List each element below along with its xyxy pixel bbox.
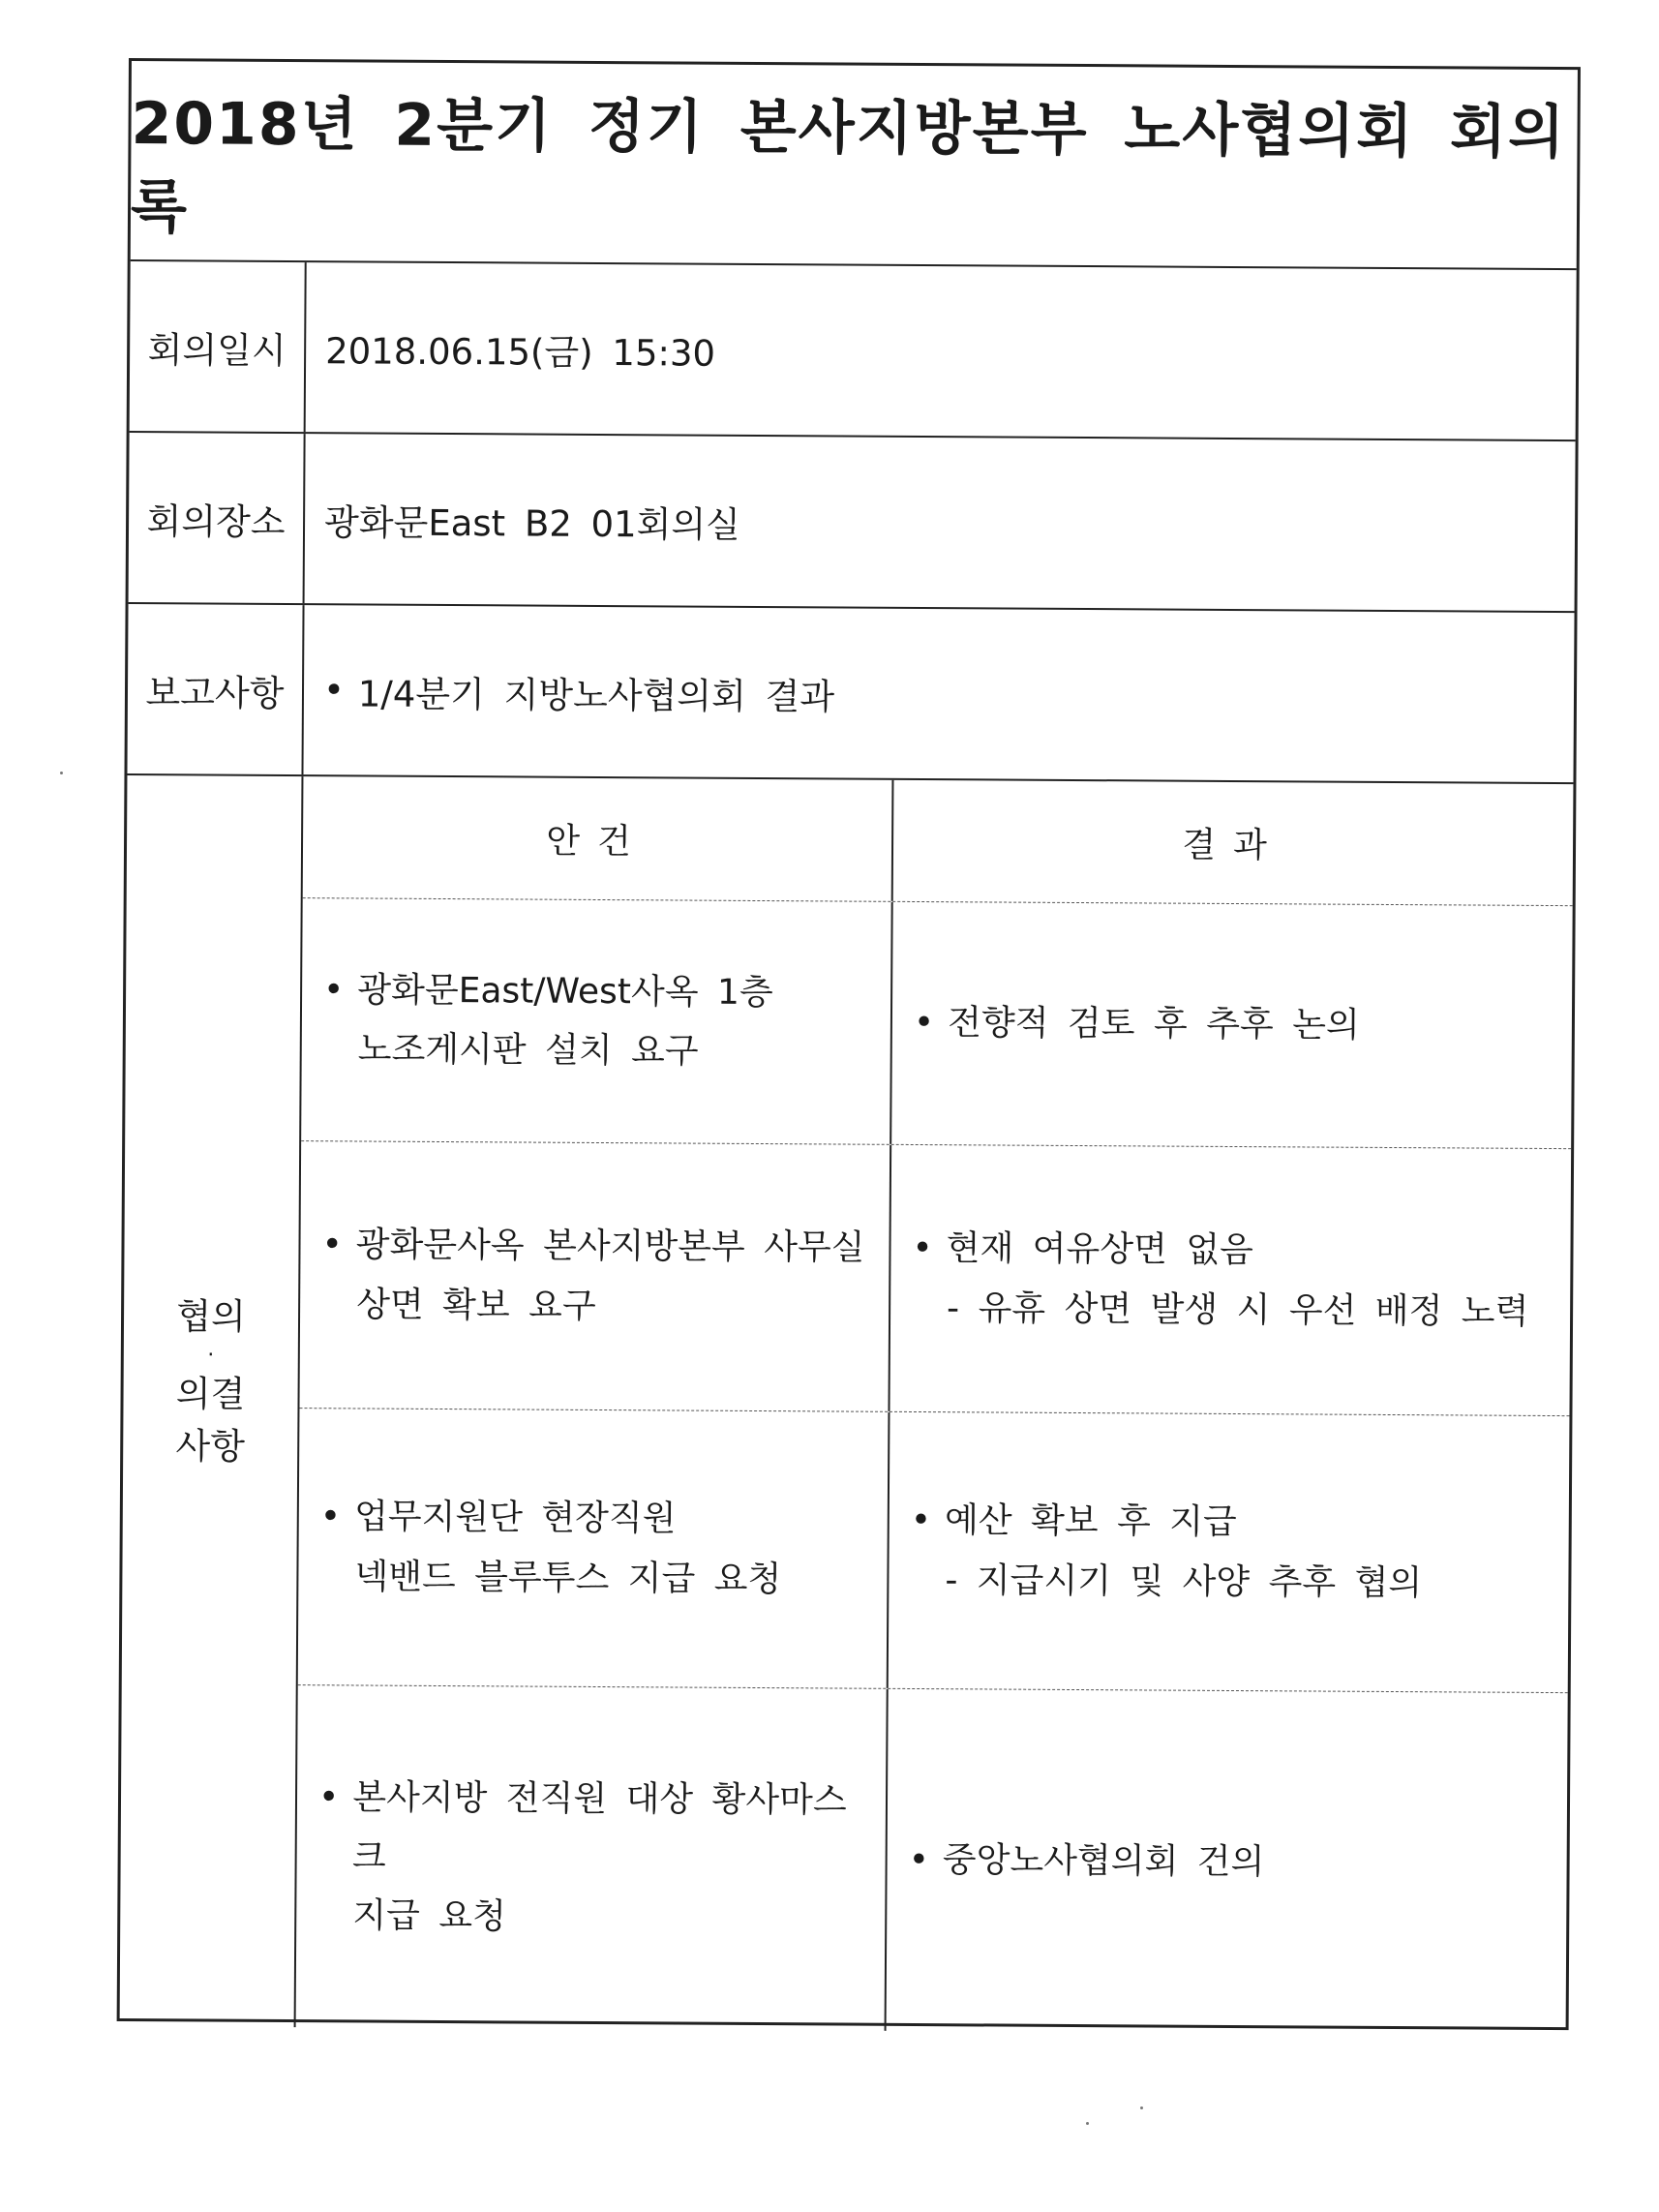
bullet-icon: • xyxy=(317,1776,340,1818)
agenda-text: 본사지방 전직원 대상 황사마스크 xyxy=(351,1777,847,1877)
agenda-cell xyxy=(301,898,893,1144)
agenda-text-cont: 넥밴드 블루투스 지급 요청 xyxy=(354,1556,782,1599)
agenda-label xyxy=(120,775,304,2027)
bullet-icon: • xyxy=(322,970,345,1011)
meeting-date-label: 회의일시 xyxy=(130,261,307,432)
document-title: 2018년 2분기 정기 본사지방본부 노사협의회 회의록 xyxy=(131,61,1578,270)
agenda-cell xyxy=(299,1141,891,1411)
result-cell xyxy=(889,1412,1570,1692)
scan-speck xyxy=(60,772,63,774)
bullet-icon: • xyxy=(912,1228,933,1269)
bullet-icon: • xyxy=(322,669,345,712)
column-header-agenda: 안건 xyxy=(303,776,894,901)
result-text: 전향적 검토 후 추후 논의 xyxy=(948,1003,1360,1046)
agenda-text-cont: 상면 확보 요구 xyxy=(356,1284,596,1326)
meeting-date-row xyxy=(130,261,1577,441)
report-row xyxy=(127,604,1574,784)
report-value-container xyxy=(303,605,1574,782)
table-row xyxy=(299,1141,1571,1416)
agenda-text-cont: 노조게시판 설치 요구 xyxy=(357,1029,699,1072)
bullet-icon: • xyxy=(910,1500,932,1541)
bullet-icon: • xyxy=(321,1225,343,1265)
bullet-icon: • xyxy=(908,1839,930,1880)
agenda-label-line3: 사항 xyxy=(175,1425,246,1468)
agenda-label-dot: · xyxy=(207,1343,215,1368)
result-subtext: - 유휴 상면 발생 시 우선 배정 노력 xyxy=(947,1288,1529,1332)
result-subtext: - 지급시기 및 사양 추후 협의 xyxy=(945,1560,1423,1603)
result-text: 예산 확보 후 지급 xyxy=(944,1500,1237,1543)
agenda-text: 광화문East/West사옥 1층 xyxy=(357,970,773,1013)
table-row xyxy=(301,898,1573,1149)
result-cell xyxy=(890,1145,1571,1415)
result-cell xyxy=(891,902,1573,1148)
scan-speck xyxy=(1086,2122,1089,2125)
agenda-label-line1: 협의 xyxy=(176,1295,246,1339)
result-cell xyxy=(887,1689,1568,2035)
report-label: 보고사항 xyxy=(127,604,304,774)
agenda-text-cont: 지급 요청 xyxy=(352,1895,506,1937)
result-text: 현재 여유상면 없음 xyxy=(946,1228,1253,1271)
meeting-place-row xyxy=(129,433,1576,613)
column-header-result: 결과 xyxy=(1182,825,1284,866)
meeting-place-label: 회의장소 xyxy=(129,433,306,603)
minutes-table xyxy=(117,58,1581,2030)
bullet-icon: • xyxy=(319,1497,342,1537)
table-row xyxy=(298,1409,1570,1693)
agenda-cell xyxy=(298,1409,890,1688)
bullet-icon: • xyxy=(913,1003,935,1044)
agenda-text: 광화문사옥 본사지방본부 사무실 xyxy=(355,1225,865,1268)
result-text: 중앙노사협의회 건의 xyxy=(942,1840,1265,1883)
agenda-grid-header xyxy=(303,776,1574,906)
agenda-cell xyxy=(296,1685,889,2031)
agenda-section xyxy=(120,775,1574,2035)
meeting-date-value: 2018.06.15(금) 15:30 xyxy=(325,329,716,375)
agenda-text: 업무지원단 현장직원 xyxy=(353,1497,677,1539)
agenda-label-line2: 의결 xyxy=(175,1373,246,1416)
meeting-place-value: 광화문East B2 01회의실 xyxy=(323,500,741,546)
agenda-grid xyxy=(296,776,1574,2035)
scan-speck xyxy=(1140,2106,1143,2109)
report-value: 1/4분기 지방노사협의회 결과 xyxy=(357,672,835,717)
table-row xyxy=(296,1685,1568,2035)
